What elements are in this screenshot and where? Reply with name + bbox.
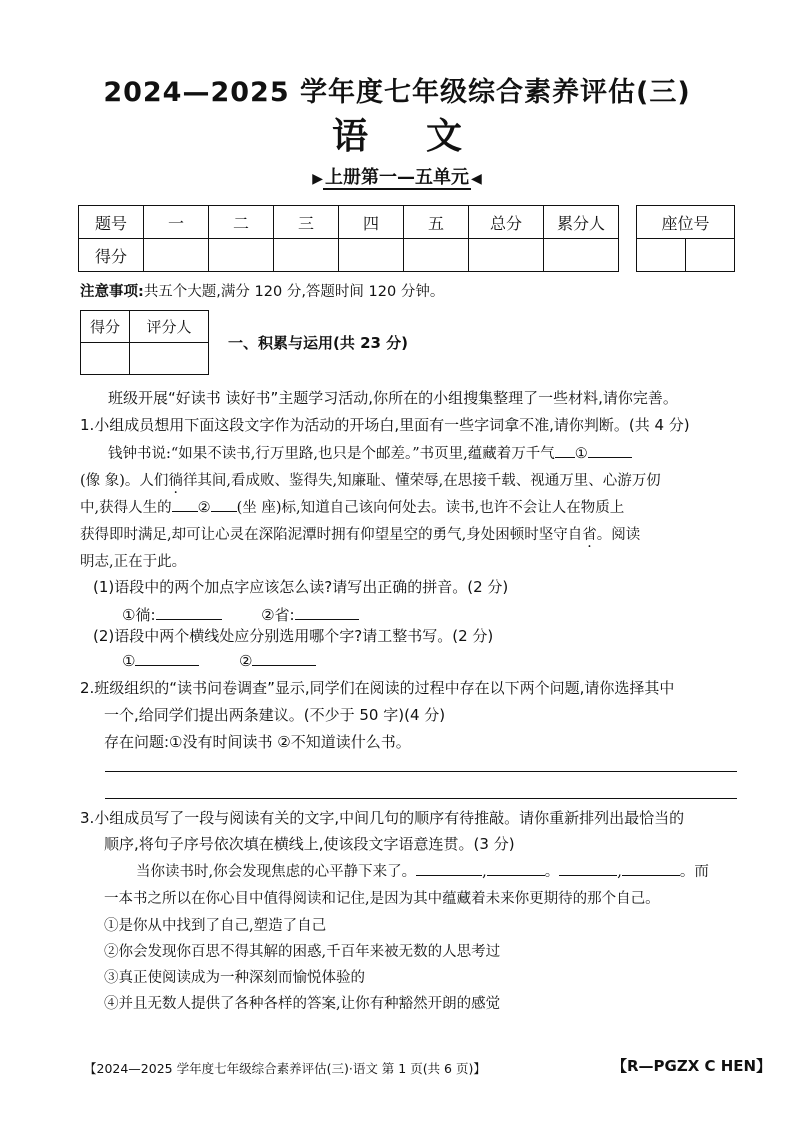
- section-1-title: 一、积累与运用(共 23 分): [228, 334, 409, 352]
- answer-blank[interactable]: [156, 618, 222, 620]
- q3-stem-line-2: 顺序,将句子序号依次填在横线上,使该段文字语意连贯。(3 分): [104, 835, 515, 853]
- answer-label: ①: [122, 652, 136, 670]
- score-entry-cell[interactable]: [209, 239, 274, 272]
- order-blank[interactable]: [487, 874, 545, 876]
- grader-name-entry[interactable]: [130, 343, 209, 375]
- notice-text: 共五个大题,满分 120 分,答题时间 120 分钟。: [143, 284, 445, 300]
- grader-score-label: 得分: [81, 311, 130, 343]
- q1-passage-line-1: [108, 442, 632, 463]
- blank-1-marker: ①: [574, 446, 588, 462]
- q1-passage-line-3: [80, 496, 624, 517]
- q2-answer-line[interactable]: [105, 798, 737, 799]
- answer-label: ①徜:: [122, 606, 156, 624]
- score-cell: 五: [404, 206, 469, 239]
- answer-label: ②省:: [261, 606, 295, 624]
- score-table-header-row: [79, 206, 619, 239]
- score-table-score-row: [79, 239, 619, 272]
- seat-entry-cell[interactable]: [637, 239, 686, 272]
- notice-label: 注意事项:: [80, 284, 144, 300]
- q1-passage-text: 钱钟书说:“如果不读书,行万里路,也只是个邮差。”书页里,蕴藏着万千气: [108, 446, 555, 462]
- q1-sub2: (2)语段中两个横线处应分别选用哪个字?请工整书写。(2 分): [93, 627, 494, 645]
- q2-problems: 存在问题:①没有时间读书 ②不知道读什么书。: [104, 733, 411, 751]
- score-cell: 得分: [79, 239, 144, 272]
- answer-blank[interactable]: [135, 664, 199, 666]
- order-blank[interactable]: [622, 874, 680, 876]
- triangle-left-icon: ◀: [471, 171, 482, 187]
- answer-blank[interactable]: [252, 664, 316, 666]
- q1-passage-line-5: 明志,正在于此。: [80, 554, 187, 570]
- grader-box: [80, 310, 209, 375]
- q1-passage-line-4: [80, 523, 640, 544]
- unit-range: [0, 163, 794, 189]
- answer-blank[interactable]: [295, 618, 359, 620]
- answer-label: ②: [239, 652, 253, 670]
- intro-text: 班级开展“好读书 读好书”主题学习活动,你所在的小组搜集整理了一些材料,请你完善。: [108, 389, 678, 407]
- punctuation: 。: [544, 864, 560, 880]
- q3-option: ②你会发现你百思不得其解的困惑,千百年来被无数的人思考过: [104, 944, 501, 960]
- q1-passage-text: (坐 座)标,知道自己该向何处去。读书,也许不会让人在物质上: [236, 500, 625, 516]
- q2-stem-line-2: 一个,给同学们提出两条建议。(不少于 50 字)(4 分): [104, 706, 446, 724]
- grader-name-label: 评分人: [130, 311, 209, 343]
- score-cell: 一: [144, 206, 209, 239]
- score-cell: 总分: [469, 206, 544, 239]
- q1-passage-text: 获得即时满足,却可让心灵在深陷泥潭时拥有仰望星空的勇气,身处困顿时坚守自: [80, 527, 583, 543]
- q1-sub1-answers: [122, 604, 359, 625]
- score-cell: 二: [209, 206, 274, 239]
- score-cell: 累分人: [544, 206, 619, 239]
- footer-code: 【R—PGZX C HEN】: [612, 1057, 772, 1075]
- q1-stem: 1.小组成员想用下面这段文字作为活动的开场白,里面有一些字词拿不准,请你判断。(共 4 分): [80, 416, 690, 434]
- q1-sub1: (1)语段中的两个加点字应该怎么读?请写出正确的拼音。(2 分): [93, 578, 509, 596]
- blank-1-right[interactable]: [588, 456, 632, 458]
- q2-stem-line-1: 2.班级组织的“读书问卷调查”显示,同学们在阅读的过程中存在以下两个问题,请你选择其中: [80, 679, 675, 697]
- page-footer: 【2024—2025 学年度七年级综合素养评估(三)·语文 第 1 页(共 6 页)】: [84, 1061, 486, 1076]
- order-blank[interactable]: [559, 874, 617, 876]
- triangle-right-icon: ▶: [312, 171, 323, 187]
- blank-1-left[interactable]: [555, 456, 575, 458]
- punctuation: ,: [482, 864, 487, 880]
- q1-passage-text: 。阅读: [596, 527, 641, 543]
- score-entry-cell[interactable]: [544, 239, 619, 272]
- blank-2-marker: ②: [197, 500, 211, 516]
- q3-option: ③真正使阅读成为一种深刻而愉悦体验的: [104, 970, 365, 986]
- blank-2-right[interactable]: [211, 510, 237, 512]
- dotted-char-2: 省: [582, 527, 597, 543]
- q1-passage-text: 中,获得人生的: [80, 500, 172, 516]
- q1-passage-text: (像 象)。人们: [80, 473, 169, 489]
- seat-table: [636, 205, 735, 272]
- score-table: [78, 205, 619, 272]
- score-entry-cell[interactable]: [144, 239, 209, 272]
- q3-passage-text: 当你读书时,你会发现焦虑的心平静下来了。: [136, 864, 417, 880]
- q3-passage-line-2: 一本书之所以在你心目中值得阅读和记住,是因为其中蕴藏着未来你更期待的那个自己。: [104, 891, 660, 907]
- q2-answer-line[interactable]: [105, 771, 737, 772]
- q3-stem-line-1: 3.小组成员写了一段与阅读有关的文字,中间几句的顺序有待推敲。请你重新排列出最恰当的: [80, 809, 685, 827]
- seat-entry-cell[interactable]: [686, 239, 735, 272]
- q3-passage-line-1: [136, 860, 709, 881]
- q1-passage-text: 徉其间,看成败、鉴得失,知廉耻、懂荣辱,在思接千载、视通万里、心游万仞: [182, 473, 661, 489]
- score-cell: 三: [274, 206, 339, 239]
- blank-2-left[interactable]: [172, 510, 198, 512]
- punctuation: 。而: [679, 864, 709, 880]
- order-blank[interactable]: [416, 874, 482, 876]
- score-entry-cell[interactable]: [339, 239, 404, 272]
- q1-sub2-answers: [122, 652, 316, 670]
- score-entry-cell[interactable]: [469, 239, 544, 272]
- score-entry-cell[interactable]: [404, 239, 469, 272]
- q1-passage-line-2: [80, 469, 661, 490]
- score-cell: 四: [339, 206, 404, 239]
- punctuation: ,: [617, 864, 622, 880]
- subject-title: 语文: [331, 115, 520, 157]
- notice: [80, 280, 444, 301]
- unit-range-text: 上册第一—五单元: [325, 167, 469, 188]
- dotted-char-1: 徜: [168, 473, 183, 489]
- q3-option: ④并且无数人提供了各种各样的答案,让你有种豁然开朗的感觉: [104, 996, 501, 1012]
- seat-label: 座位号: [637, 206, 735, 239]
- q3-option: ①是你从中找到了自己,塑造了自己: [104, 918, 327, 934]
- grader-score-entry[interactable]: [81, 343, 130, 375]
- score-entry-cell[interactable]: [274, 239, 339, 272]
- score-cell: 题号: [79, 206, 144, 239]
- exam-title: 2024—2025 学年度七年级综合素养评估(三): [103, 77, 691, 108]
